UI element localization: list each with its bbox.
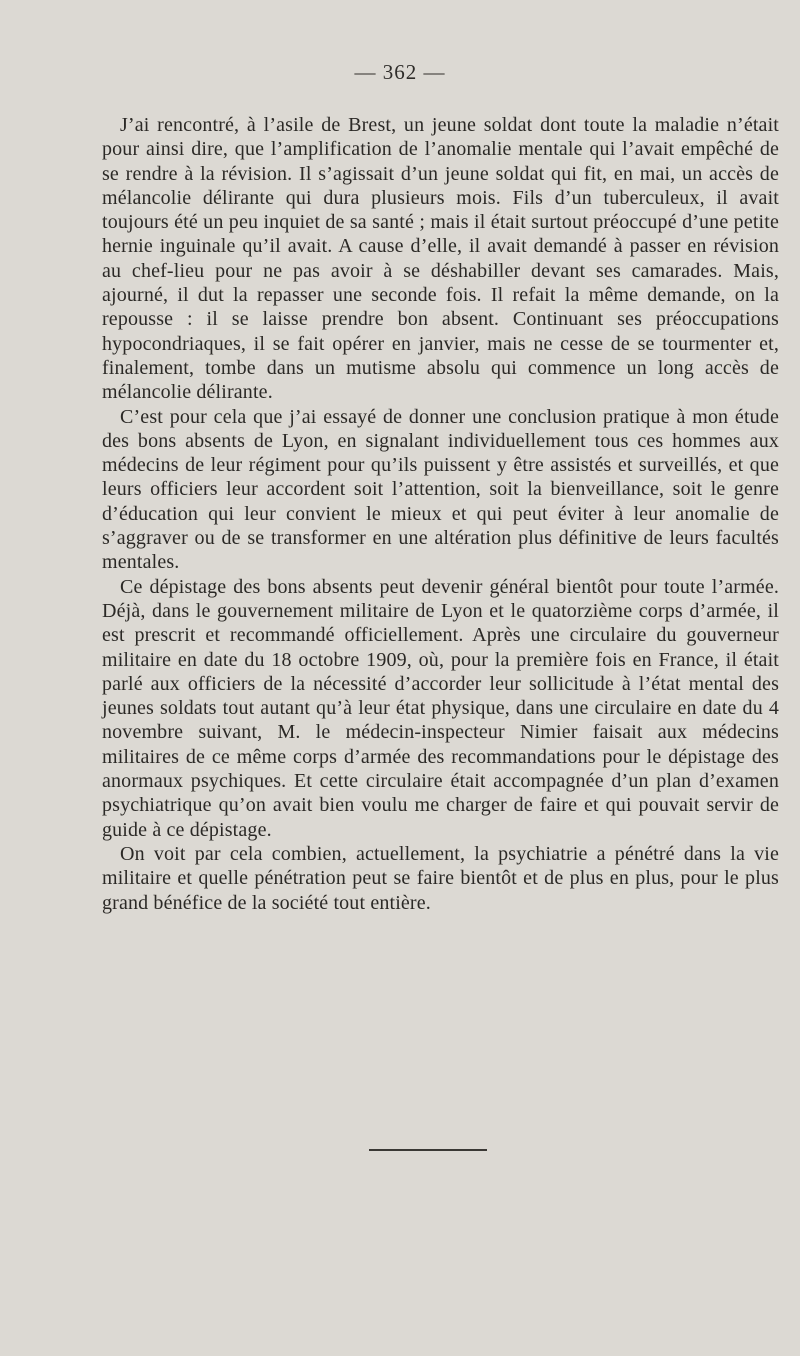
paragraph-2: C’est pour cela que j’ai essayé de donner une conclusion pratique à mon étude des bons absents de Lyon, en signalant individuellement tous ces hommes aux médecins de leur régiment pour qu’ils puissent y être assistés et surveillés, et que leurs officiers leur accordent soit l’attention, soit la bienveillance, soit le genre d’éducation qui leur convient le mieux et qui peut éviter à leur anomalie de s’aggraver ou de se transformer en une altération plus définitive de leurs facultés mentales. bbox=[102, 405, 779, 574]
paragraph-3: Ce dépistage des bons absents peut devenir général bientôt pour toute l’armée. Déjà, dans le gouvernement militaire de Lyon et le quatorzième corps d’armée, il est prescrit et recommandé officiellement. Après une circulaire du gouverneur militaire en date du 18 octobre 1909, où, pour la première fois en France, il était parlé aux officiers de la nécessité d’accorder leur sollicitude à l’état mental des jeunes soldats tout autant qu’à leur état physique, dans une circulaire en date du 4 novembre suivant, M. le médecin-inspecteur Nimier faisait aux médecins militaires de ce même corps d’armée des recommandations pour le dépistage des anormaux psychiques. Et cette circulaire était accompagnée d’un plan d’examen psychiatrique qu’on avait bien voulu me charger de faire et qui pouvait servir de guide à ce dépistage. bbox=[102, 575, 779, 841]
paragraph-4: On voit par cela combien, actuellement, la psychiatrie a pénétré dans la vie militaire et quelle pénétration peut se faire bientôt et de plus en plus, pour le plus grand bénéfice de la société tout entière. bbox=[102, 842, 779, 914]
body-text bbox=[102, 113, 779, 915]
page-number: — 362 — bbox=[354, 60, 446, 84]
paragraph-1: J’ai rencontré, à l’asile de Brest, un jeune soldat dont toute la maladie n’était pour ainsi dire, que l’amplification de l’anomalie mentale qui l’avait empêché de se rendre à la révision. Il s’agissait d’un jeune soldat qui fit, en mai, un accès de mélancolie délirante qui dura plusieurs mois. Fils d’un tuberculeux, il avait toujours été un peu inquiet de sa santé ; mais il était surtout préoccupé d’une petite hernie inguinale qu’il avait. A cause d’elle, il avait demandé à passer en révision au chef-lieu pour ne pas avoir à se déshabiller devant ses camarades. Mais, ajourné, il dut la repasser une seconde fois. Il refait la même demande, on la repousse : il se laisse prendre bon absent. Continuant ses préoccupations hypocondriaques, il se fait opérer en janvier, mais ne cesse de se tourmenter et, finalement, tombe dans un mutisme absolu qui commence un long accès de mélancolie délirante. bbox=[102, 114, 779, 404]
end-rule bbox=[369, 1149, 487, 1151]
